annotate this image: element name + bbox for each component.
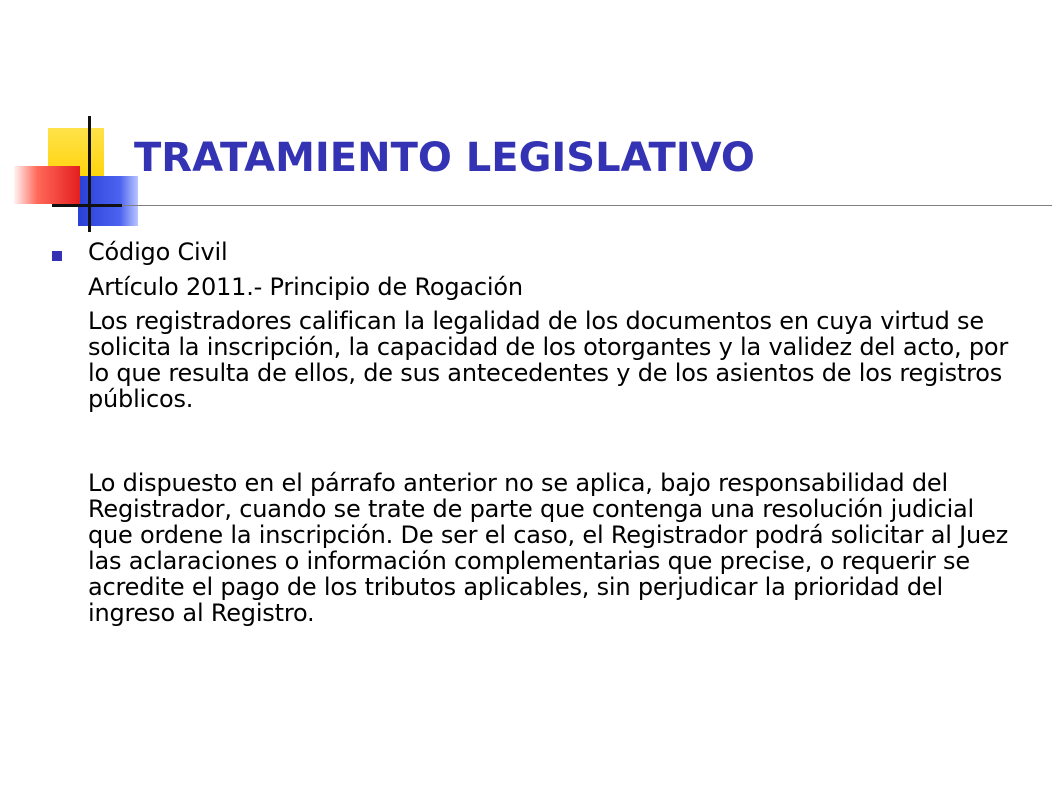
slide-title: TRATAMIENTO LEGISLATIVO: [134, 135, 755, 181]
title-underline-accent: [52, 204, 122, 207]
bullet-heading: Código Civil: [88, 238, 228, 266]
blue-square-decoration: [78, 176, 138, 226]
vertical-line-decoration: [88, 116, 91, 232]
slide-body: [88, 238, 1023, 626]
paragraph-gap: [88, 412, 1023, 470]
paragraph-1: Los registradores califican la legalidad de los documentos en cuya virtud se solicita la inscripción, la capacidad de los otorgantes y la validez del acto, por lo que resulta de ellos, de sus antecedentes y de los asientos de los registros públicos.: [88, 307, 1009, 413]
title-underline: [52, 205, 1052, 206]
red-square-decoration: [14, 166, 80, 204]
article-title: Artículo 2011.- Principio de Rogación: [88, 273, 523, 301]
paragraph-2: Lo dispuesto en el párrafo anterior no se aplica, bajo responsabilidad del Registrador, cuando se trate de parte que contenga una resolución judicial que ordene la inscripción. De ser el caso, el Registrador podrá solicitar al Juez las aclaraciones o información complementarias que precise, o requerir se acredite el pago de los tributos aplicables, sin perjudicar la prioridad del ingreso al Registro.: [88, 469, 1009, 627]
square-bullet-icon: [52, 251, 62, 261]
